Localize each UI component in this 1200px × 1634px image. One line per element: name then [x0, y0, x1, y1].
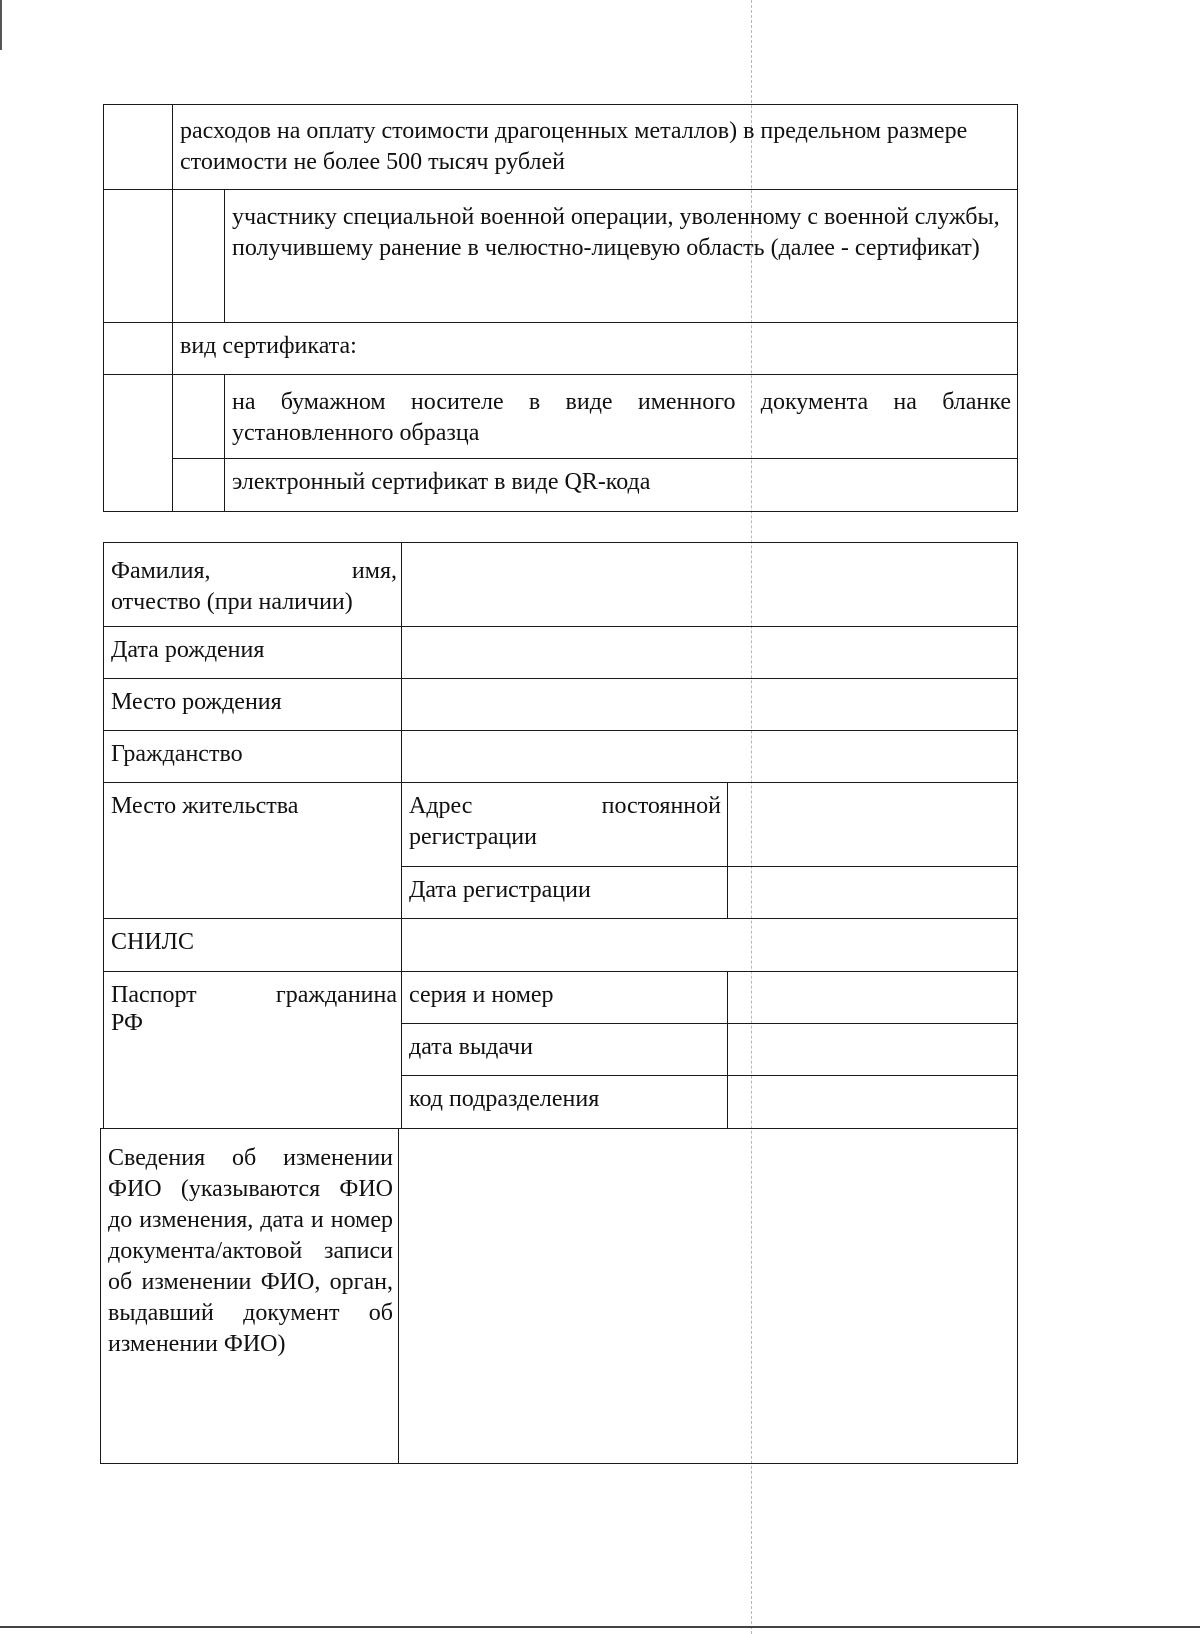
reg-date-label: Дата регистрации [409, 877, 591, 903]
label-cell [402, 1024, 728, 1076]
text-cell [225, 375, 1018, 459]
fio-label-surname: Фамилия, [111, 558, 211, 584]
reg-address-input[interactable] [728, 783, 1018, 867]
fio-change-table [100, 1128, 1018, 1464]
table-row [104, 972, 1018, 1024]
certificate-type-label: вид сертификата: [180, 333, 357, 359]
label-cell [101, 1129, 399, 1464]
label-cell [104, 919, 402, 972]
issue-date-label: дата выдачи [409, 1034, 533, 1060]
label-cell [402, 972, 728, 1024]
scan-page-edge-bottom [0, 1626, 1200, 1628]
fio-change-label: Сведения об изменении ФИО (указываются ФИО до изменения, дата и номер документа/актовой записи об изменении ФИО, орган, выдавший документ об изменении ФИО) [108, 1145, 393, 1357]
reg-date-input[interactable] [728, 867, 1018, 919]
label-cell [104, 972, 402, 1129]
certificate-options-table [103, 104, 1018, 512]
label-cell [104, 731, 402, 783]
birth-date-input[interactable] [402, 627, 1018, 679]
fio-input[interactable] [402, 543, 1018, 627]
label-cell [402, 783, 728, 867]
table-row [101, 1129, 1018, 1464]
scan-page-edge-left [0, 0, 2, 50]
label-cell [104, 679, 402, 731]
fio-label-patronymic: отчество (при наличии) [111, 589, 353, 615]
fio-label-name: имя, [351, 558, 397, 584]
text-cell [173, 323, 1018, 375]
residence-label: Место жительства [111, 793, 299, 819]
snils-label: СНИЛС [111, 929, 194, 955]
label-cell [402, 867, 728, 919]
issue-date-input[interactable] [728, 1024, 1018, 1076]
division-code-label: код подразделения [409, 1086, 600, 1112]
reg-address-label [402, 783, 727, 859]
table-row [104, 105, 1018, 190]
birth-date-label: Дата рождения [111, 637, 265, 663]
fio-change-input[interactable] [399, 1129, 1018, 1464]
checkbox-cell[interactable] [173, 375, 225, 459]
table-row [104, 323, 1018, 375]
table-row [104, 459, 1018, 512]
svo-participant-text: участнику специальной военной операции, уволенному с военной службы, получившему ранение в челюстно-лицевую область (далее - сертификат) [232, 204, 1000, 261]
metals-expenses-text: расходов на оплату стоимости драгоценных металлов) в предельном размере стоимости не более 500 тысяч рублей [180, 118, 968, 175]
label-cell [402, 1076, 728, 1129]
reg-address-word-2: постоянной [601, 793, 721, 819]
table-row [104, 919, 1018, 972]
checkbox-cell[interactable] [173, 190, 225, 323]
passport-word-1: Паспорт [111, 982, 197, 1008]
fio-label [104, 543, 401, 624]
empty-cell [104, 375, 173, 512]
qr-certificate-option: электронный сертификат в виде QR-кода [232, 469, 651, 495]
paper-certificate-option: на бумажном носителе в виде именного документа на бланке установленного образца [232, 389, 1011, 446]
series-number-label: серия и номер [409, 982, 554, 1008]
empty-cell [104, 190, 173, 323]
passport-label [104, 972, 401, 1041]
empty-cell [104, 323, 173, 375]
passport-word-3: РФ [111, 1010, 143, 1036]
birth-place-label: Место рождения [111, 689, 282, 715]
table-row [104, 543, 1018, 627]
fio-label-cell [104, 543, 402, 627]
snils-input[interactable] [402, 919, 1018, 972]
citizenship-input[interactable] [402, 731, 1018, 783]
citizenship-label: Гражданство [111, 741, 243, 767]
checkbox-cell[interactable] [173, 459, 225, 512]
table-row [104, 783, 1018, 867]
text-cell [225, 190, 1018, 323]
reg-address-word-1: Адрес [409, 793, 473, 819]
label-cell [104, 783, 402, 919]
reg-address-word-3: регистрации [409, 824, 537, 850]
table-row [104, 679, 1018, 731]
table-row [104, 190, 1018, 323]
label-cell [104, 627, 402, 679]
text-cell [173, 105, 1018, 190]
table-row [104, 731, 1018, 783]
personal-data-table [103, 542, 1018, 1129]
birth-place-input[interactable] [402, 679, 1018, 731]
text-cell [225, 459, 1018, 512]
passport-word-2: гражданина [275, 982, 397, 1008]
table-row [104, 627, 1018, 679]
checkbox-cell[interactable] [104, 105, 173, 190]
division-code-input[interactable] [728, 1076, 1018, 1129]
series-number-input[interactable] [728, 972, 1018, 1024]
table-row [104, 375, 1018, 459]
